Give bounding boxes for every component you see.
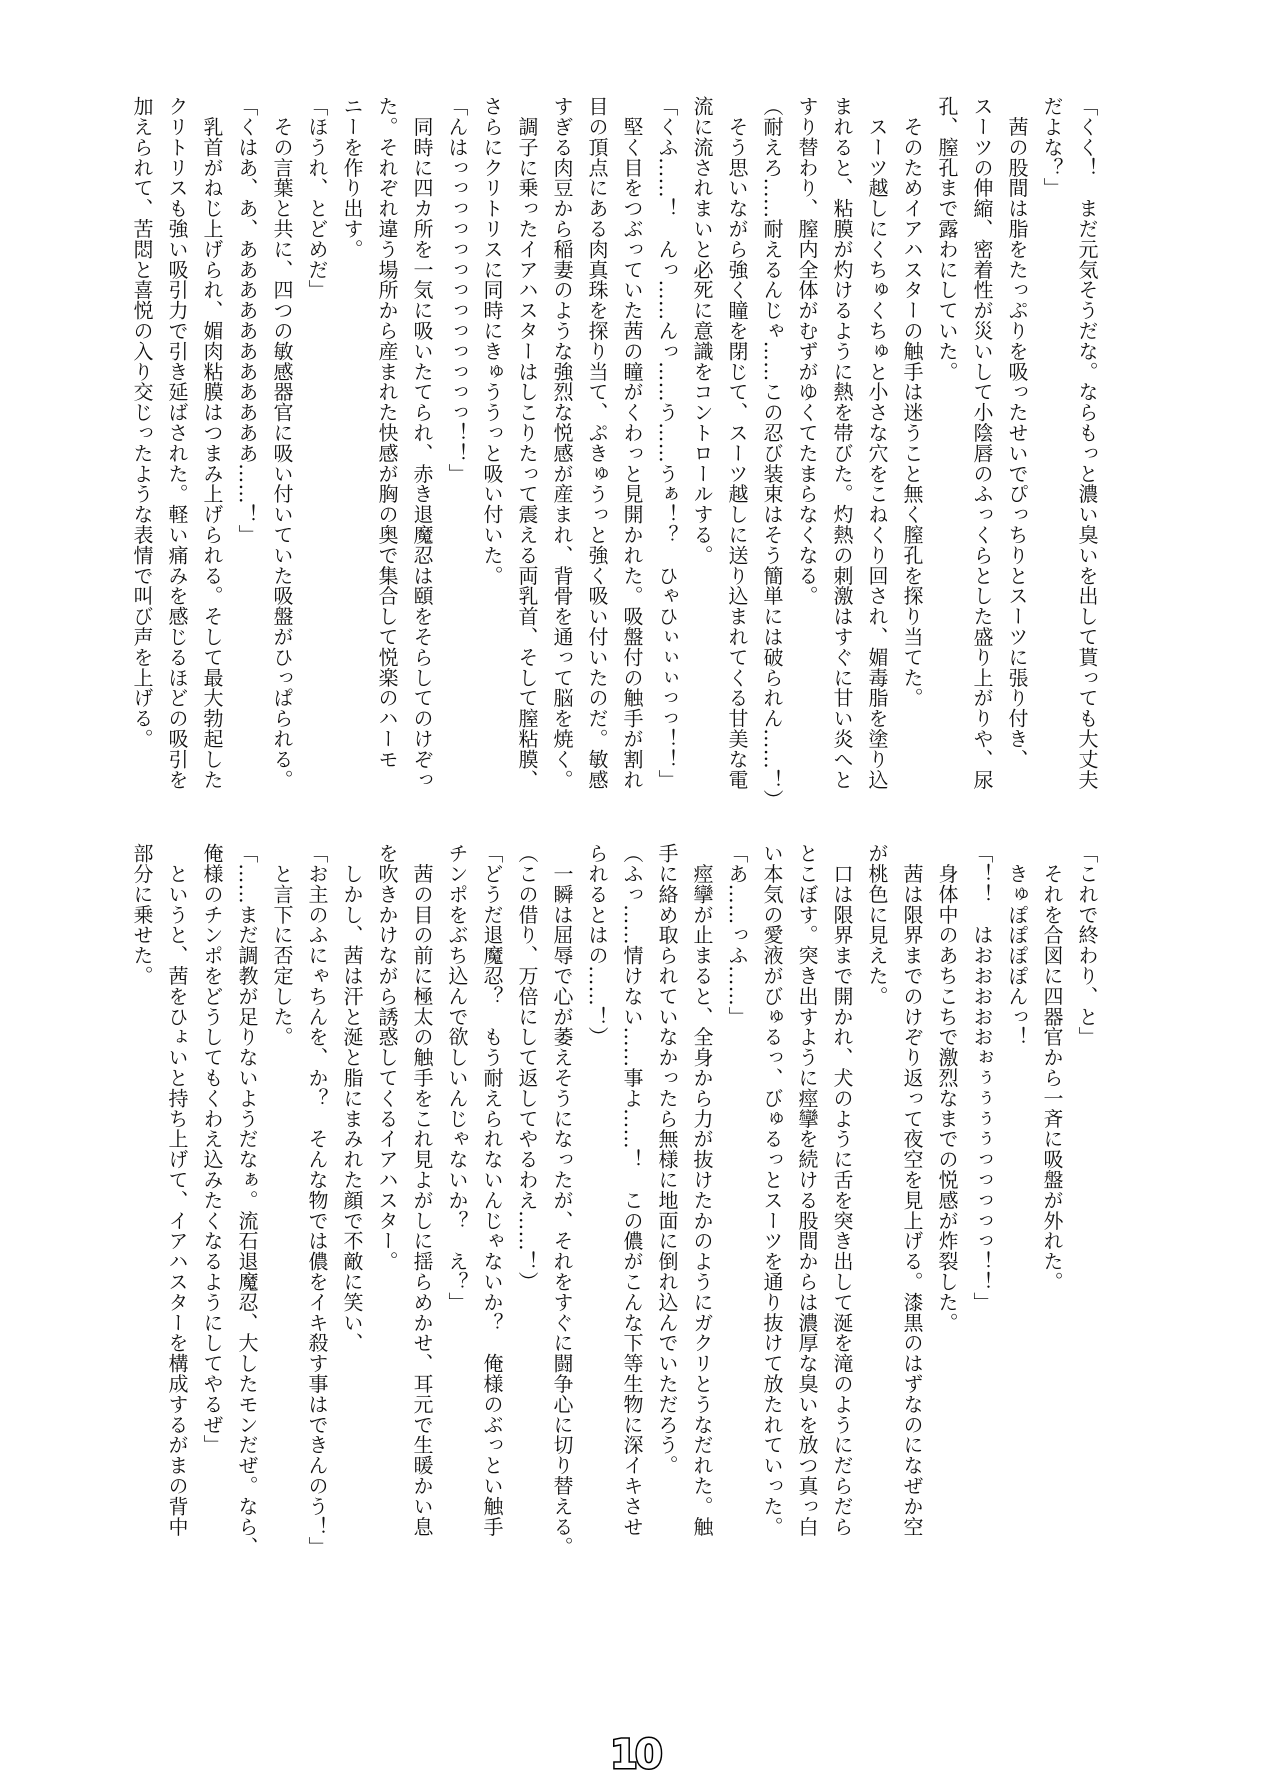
text-line: た。それぞれ違う場所から産まれた快感が胸の奥で集合して悦楽のハーモ — [375, 96, 399, 770]
text-line: 同時に四カ所を一気に吸いたてられ、赤き退魔忍は頤をそらしてのけぞっ — [410, 96, 434, 790]
text-line: 流に流されまいと必死に意識をコントロールする。 — [690, 96, 714, 566]
text-line: 部分に乗せた。 — [130, 843, 154, 986]
text-line: クリトリスも強い吸引力で引き延ばされた。軽い痛みを感じるほどの吸引を — [165, 96, 189, 790]
text-line: 「お主のふにゃちんを、か？ そんな物では儂をイキ殺す事はできんのう！」 — [305, 843, 329, 1557]
text-line: まれると、粘膜が灼けるように熱を帯びた。灼熱の刺激はすぐに甘い炎へと — [830, 96, 854, 790]
text-line: 目の頂点にある肉真珠を探り当て、ぷきゅうっと強く吸い付いたのだ。敏感 — [585, 96, 609, 790]
text-line: スーツ越しにくちゅくちゅと小さな穴をこねくり回され、媚毒脂を塗り込 — [865, 96, 889, 790]
text-line: 乳首がねじ上げられ、媚肉粘膜はつまみ上げられる。そして最大勃起した — [200, 96, 224, 790]
text-line: （この借り、万倍にして返してやるわえ……！） — [515, 843, 539, 1292]
text-line: 「ほうれ、とどめだ」 — [305, 96, 329, 300]
text-line: られるとはの……！） — [585, 843, 609, 1047]
text-line: すり替わり、膣内全体がむずがゆくてたまらなくなる。 — [795, 96, 819, 606]
text-line: 調子に乗ったイアハスターはしこりたって震える両乳首、そして膣粘膜、 — [515, 96, 539, 790]
text-line: 「これで終わり、と」 — [1075, 843, 1099, 1047]
text-line: （耐えろ……耐えるんじゃ……この忍び装束はそう簡単には破られん……！） — [760, 96, 784, 810]
text-line: というと、茜をひょいと持ち上げて、イアハスターを構成するがまの背中 — [165, 843, 189, 1537]
text-line: しかし、茜は汗と涎と脂にまみれた顔で不敵に笑い、 — [340, 843, 364, 1353]
text-block-top — [124, 96, 1104, 810]
text-line: （ふっ……情けない……事よ……！ この儂がこんな下等生物に深イキさせ — [620, 843, 644, 1537]
text-line: 加えられて、苦悶と喜悦の入り交じったような表情で叫び声を上げる。 — [130, 96, 154, 749]
text-line: を吹きかけながら誘惑してくるイアハスター。 — [375, 843, 399, 1272]
text-line: 俺様のチンポをどうしてもくわえ込みたくなるようにしてやるぜ」 — [200, 843, 224, 1455]
text-line: 「どうだ退魔忍？ もう耐えられないんじゃないか？ 俺様のぶっとい触手 — [480, 843, 504, 1537]
text-line: が桃色に見えた。 — [865, 843, 889, 1007]
text-line: そう思いながら強く瞳を閉じて、スーツ越しに送り込まれてくる甘美な電 — [725, 96, 749, 790]
text-line: 「……まだ調教が足りないようだなぁ。流石退魔忍、大したモンだぜ。なら、 — [235, 843, 259, 1557]
text-block-bottom — [124, 843, 1104, 1613]
text-line: とこぼす。突き出すように痙攣を続ける股間からは濃厚な臭いを放つ真っ白 — [795, 843, 819, 1537]
text-line: 「あ……っふ……」 — [725, 843, 749, 1027]
text-line: 身体中のあちこちで激烈なまでの悦感が炸裂した。 — [935, 843, 959, 1333]
text-line: 「！！ はおおおおおぉぅぅぅぅっっっっっ！！」 — [970, 843, 994, 1313]
text-line: 口は限界まで開かれ、犬のように舌を突き出して涎を滝のようにだらだら — [830, 843, 854, 1537]
text-line: 一瞬は屈辱で心が萎えそうになったが、それをすぐに闘争心に切り替える。 — [550, 843, 574, 1557]
text-line: 「くく！ まだ元気そうだな。ならもっと濃い臭いを出して貰っても大丈夫 — [1075, 96, 1099, 790]
text-line: 茜の股間は脂をたっぷりを吸ったせいでぴっちりとスーツに張り付き、 — [1005, 96, 1029, 770]
text-line: チンポをぶち込んで欲しいんじゃないか？ え？」 — [445, 843, 469, 1313]
text-line: ニーを作り出す。 — [340, 96, 364, 260]
text-line: 茜は限界までのけぞり返って夜空を見上げる。漆黒のはずなのになぜか空 — [900, 843, 924, 1537]
text-line: 「くはあ、あ、あああああああああああ……！」 — [235, 96, 259, 545]
text-line: だよな？」 — [1040, 96, 1064, 198]
text-line: スーツの伸縮、密着性が災いして小陰唇のふっくらとした盛り上がりや、尿 — [970, 96, 994, 790]
text-line: 「くふ……！ んっ……んっ……う……うぁ！？ ひゃひぃぃぃっっ！！」 — [655, 96, 679, 790]
text-line: 「んはっっっっっっっっっっっっっ！！」 — [445, 96, 469, 484]
page-number: 10 — [610, 1732, 660, 1778]
text-line: 茜の目の前に極太の触手をこれ見よがしに揺らめかせ、耳元で生暖かい息 — [410, 843, 434, 1537]
text-line: きゅぽぽぽぽんっ！ — [1005, 843, 1029, 1047]
text-line: い本気の愛液がびゅるっ、びゅるっとスーツを通り抜けて放たれていった。 — [760, 843, 784, 1537]
text-line: 痙攣が止まると、全身から力が抜けたかのようにガクリとうなだれた。触 — [690, 843, 714, 1537]
text-line: と言下に否定した。 — [270, 843, 294, 1047]
text-line: 孔、膣孔まで露わにしていた。 — [935, 96, 959, 382]
text-line: さらにクリトリスに同時にきゅううっと吸い付いた。 — [480, 96, 504, 586]
text-line: すぎる肉豆から稲妻のような強烈な悦感が産まれ、背骨を通って脳を焼く。 — [550, 96, 574, 790]
text-line: それを合図に四器官から一斉に吸盤が外れた。 — [1040, 843, 1064, 1292]
text-line: そのためイアハスターの触手は迷うこと無く膣孔を探り当てた。 — [900, 96, 924, 708]
text-line: 堅く目をつぶっていた茜の瞳がくわっと見開かれた。吸盤付の触手が割れ — [620, 96, 644, 790]
text-line: 手に絡め取られていなかったら無様に地面に倒れ込んでいただろう。 — [655, 843, 679, 1476]
text-line: その言葉と共に、四つの敏感器官に吸い付いていた吸盤がひっぱられる。 — [270, 96, 294, 790]
